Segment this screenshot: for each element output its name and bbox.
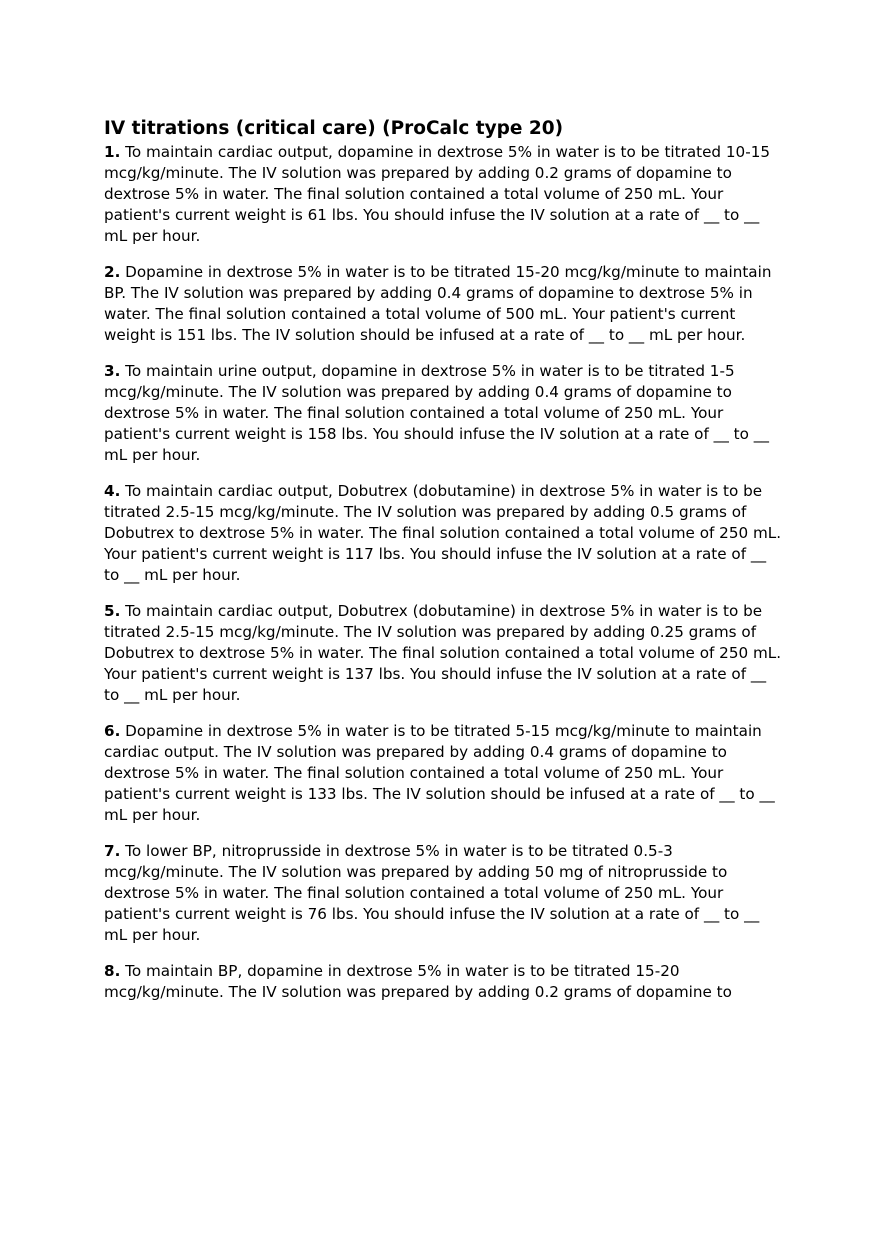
question-text: To maintain cardiac output, Dobutrex (dobutamine) in dextrose 5% in water is to be titrated 2.5-15 mcg/kg/minute. The IV solution was prepared by adding 0.5 grams of Dobutrex to dextrose 5% in water. The final solution contained a total volume of 250 mL. Your patient's current weight is 117 lbs. You should infuse the IV solution at a rate of __ to __ mL per hour.	[104, 482, 782, 584]
question-number: 8.	[104, 962, 121, 980]
question-number: 1.	[104, 143, 121, 161]
question-text: To maintain cardiac output, Dobutrex (dobutamine) in dextrose 5% in water is to be titrated 2.5-15 mcg/kg/minute. The IV solution was prepared by adding 0.25 grams of Dobutrex to dextrose 5% in water. The final solution contained a total volume of 250 mL. Your patient's current weight is 137 lbs. You should infuse the IV solution at a rate of __ to __ mL per hour.	[104, 602, 782, 704]
question-number: 2.	[104, 263, 121, 281]
question-text: To maintain urine output, dopamine in dextrose 5% in water is to be titrated 1-5 mcg/kg/minute. The IV solution was prepared by adding 0.4 grams of dopamine to dextrose 5% in water. The final solution contained a total volume of 250 mL. Your patient's current weight is 158 lbs. You should infuse the IV solution at a rate of __ to __ mL per hour.	[104, 362, 769, 464]
question-number: 7.	[104, 842, 121, 860]
question-text: To maintain cardiac output, dopamine in dextrose 5% in water is to be titrated 10-15 mcg/kg/minute. The IV solution was prepared by adding 0.2 grams of dopamine to dextrose 5% in water. The final solution contained a total volume of 250 mL. Your patient's current weight is 61 lbs. You should infuse the IV solution at a rate of __ to __ mL per hour.	[104, 143, 771, 245]
question-number: 3.	[104, 362, 121, 380]
question-number: 4.	[104, 482, 121, 500]
question-item	[104, 142, 784, 247]
question-item	[104, 721, 784, 826]
question-number: 6.	[104, 722, 121, 740]
question-number: 5.	[104, 602, 121, 620]
question-text: To maintain BP, dopamine in dextrose 5% in water is to be titrated 15-20 mcg/kg/minute. The IV solution was prepared by adding 0.2 grams of dopamine to	[104, 962, 732, 1001]
question-item	[104, 262, 784, 346]
question-item	[104, 601, 784, 706]
question-item	[104, 961, 784, 1003]
question-text: To lower BP, nitroprusside in dextrose 5% in water is to be titrated 0.5-3 mcg/kg/minute. The IV solution was prepared by adding 50 mg of nitroprusside to dextrose 5% in water. The final solution contained a total volume of 250 mL. Your patient's current weight is 76 lbs. You should infuse the IV solution at a rate of __ to __ mL per hour.	[104, 842, 760, 944]
question-item	[104, 841, 784, 946]
question-text: Dopamine in dextrose 5% in water is to be titrated 15-20 mcg/kg/minute to maintain BP. The IV solution was prepared by adding 0.4 grams of dopamine to dextrose 5% in water. The final solution contained a total volume of 500 mL. Your patient's current weight is 151 lbs. The IV solution should be infused at a rate of __ to __ mL per hour.	[104, 263, 772, 344]
question-item	[104, 481, 784, 586]
question-item	[104, 361, 784, 466]
question-text: Dopamine in dextrose 5% in water is to be titrated 5-15 mcg/kg/minute to maintain cardiac output. The IV solution was prepared by adding 0.4 grams of dopamine to dextrose 5% in water. The final solution contained a total volume of 250 mL. Your patient's current weight is 133 lbs. The IV solution should be infused at a rate of __ to __ mL per hour.	[104, 722, 775, 824]
document-page	[104, 117, 784, 1018]
document-title: IV titrations (critical care) (ProCalc type 20)	[104, 118, 564, 139]
